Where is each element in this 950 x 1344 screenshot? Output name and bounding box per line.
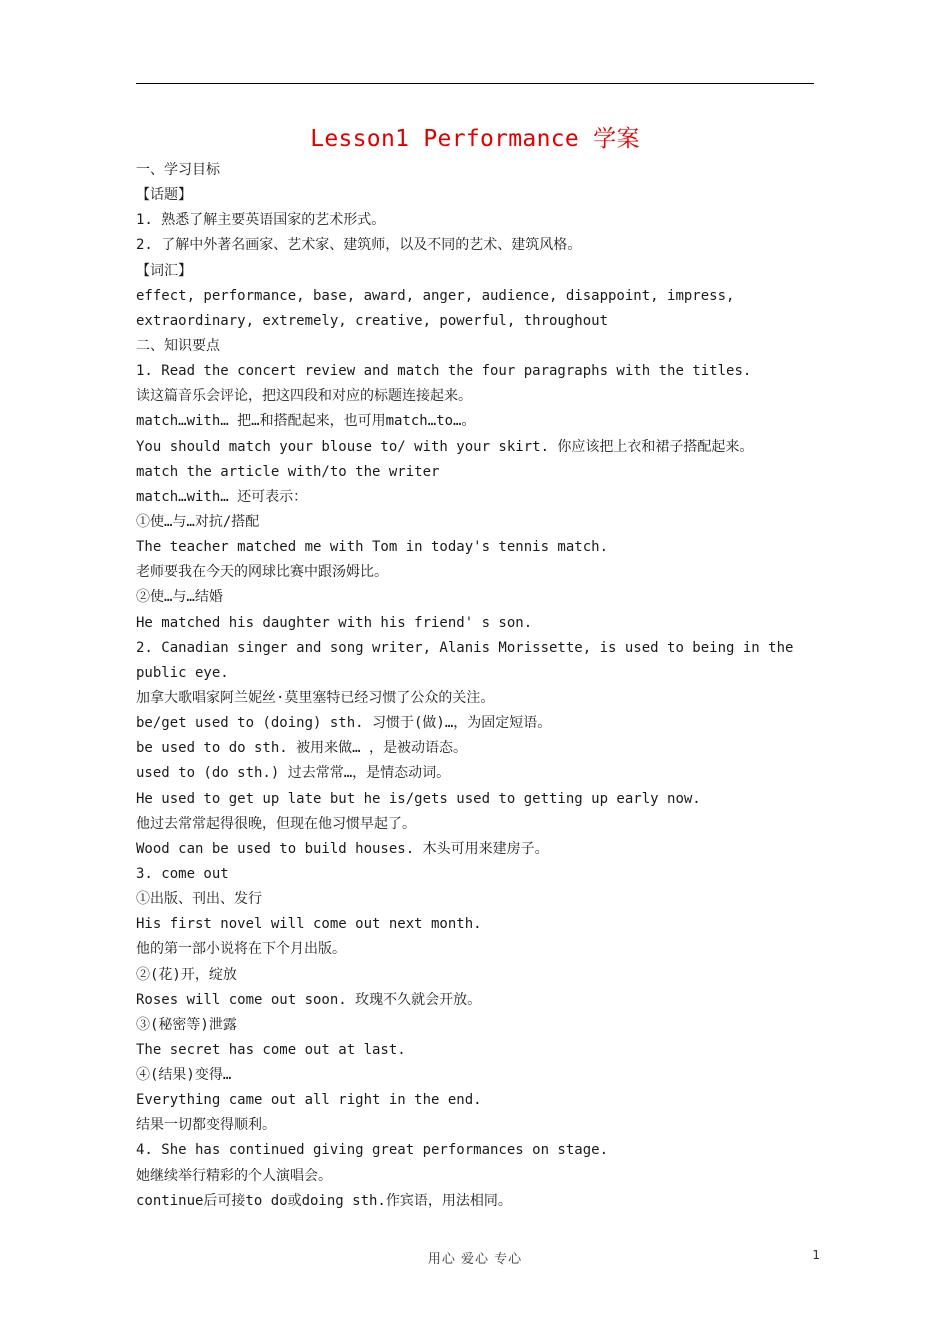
document-title: Lesson1 Performance 学案 <box>310 126 640 152</box>
text-line: ②(花)开，绽放 <box>136 966 237 983</box>
text-line: Roses will come out soon. 玫瑰不久就会开放。 <box>136 991 482 1008</box>
footer-motto: 用心 爱心 专心 <box>427 1252 523 1267</box>
text-line: match…with… 把…和搭配起来，也可用match…to…。 <box>136 413 476 430</box>
text-line: 他的第一部小说将在下个月出版。 <box>136 941 346 958</box>
text-line: be/get used to (doing) sth. 习惯于(做)…，为固定短语。 <box>136 715 552 732</box>
page-number: 1 <box>812 1248 820 1262</box>
text-line: 老师要我在今天的网球比赛中跟汤姆比。 <box>136 564 388 581</box>
text-line: 1. 熟悉了解主要英语国家的艺术形式。 <box>136 212 386 229</box>
text-line: The teacher matched me with Tom in today's tennis match. <box>136 539 609 556</box>
text-line: ②使…与…结婚 <box>136 589 223 606</box>
text-line: 读这篇音乐会评论，把这四段和对应的标题连接起来。 <box>136 388 472 405</box>
text-line: continue后可接to do或doing sth.作宾语，用法相同。 <box>136 1192 512 1209</box>
text-line: He used to get up late but he is/gets used to getting up early now. <box>136 790 701 807</box>
text-line: be used to do sth. 被用来做… ，是被动语态。 <box>136 740 468 757</box>
text-line: 1. Read the concert review and match the four paragraphs with the titles. <box>136 363 752 380</box>
text-line: 4. She has continued giving great performances on stage. <box>136 1142 609 1159</box>
text-line: The secret has come out at last. <box>136 1041 406 1058</box>
text-line: 2. 了解中外著名画家、艺术家、建筑师，以及不同的艺术、建筑风格。 <box>136 237 582 254</box>
text-line: He matched his daughter with his friend' s son. <box>136 614 533 631</box>
text-line: used to (do sth.) 过去常常…，是情态动词。 <box>136 765 451 782</box>
text-line: You should match your blouse to/ with your skirt. 你应该把上衣和裙子搭配起来。 <box>136 438 754 455</box>
text-line: ③(秘密等)泄露 <box>136 1016 237 1033</box>
document-body <box>136 158 826 1214</box>
text-line: 结果一切都变得顺利。 <box>136 1117 276 1134</box>
text-line: 3. come out <box>136 865 229 882</box>
text-line: His first novel will come out next month. <box>136 916 482 933</box>
vocabulary-line: extraordinary, extremely, creative, powerful, throughout <box>136 312 609 329</box>
text-line: ①使…与…对抗/搭配 <box>136 513 260 530</box>
text-line: match…with… 还可表示： <box>136 488 308 505</box>
text-line: Everything came out all right in the end. <box>136 1092 482 1109</box>
text-line: public eye. <box>136 664 229 681</box>
subheading-vocabulary: 【词汇】 <box>136 262 192 279</box>
text-line: ④(结果)变得… <box>136 1067 232 1084</box>
text-line: 2. Canadian singer and song writer, Alanis Morissette, is used to being in the <box>136 639 794 656</box>
vocabulary-line: effect, performance, base, award, anger, audience, disappoint, impress, <box>136 287 735 304</box>
header-rule <box>136 83 814 84</box>
text-line: 他过去常常起得很晚，但现在他习惯早起了。 <box>136 815 416 832</box>
section-heading-key-points: 二、知识要点 <box>136 337 220 354</box>
section-heading-objectives: 一、学习目标 <box>136 162 220 178</box>
text-line: ①出版、刊出、发行 <box>136 891 262 908</box>
text-line: match the article with/to the writer <box>136 463 440 480</box>
subheading-topic: 【话题】 <box>136 187 192 204</box>
text-line: 她继续举行精彩的个人演唱会。 <box>136 1167 332 1184</box>
text-line: Wood can be used to build houses. 木头可用来建房子。 <box>136 840 549 857</box>
text-line: 加拿大歌唱家阿兰妮丝·莫里塞特已经习惯了公众的关注。 <box>136 689 495 706</box>
